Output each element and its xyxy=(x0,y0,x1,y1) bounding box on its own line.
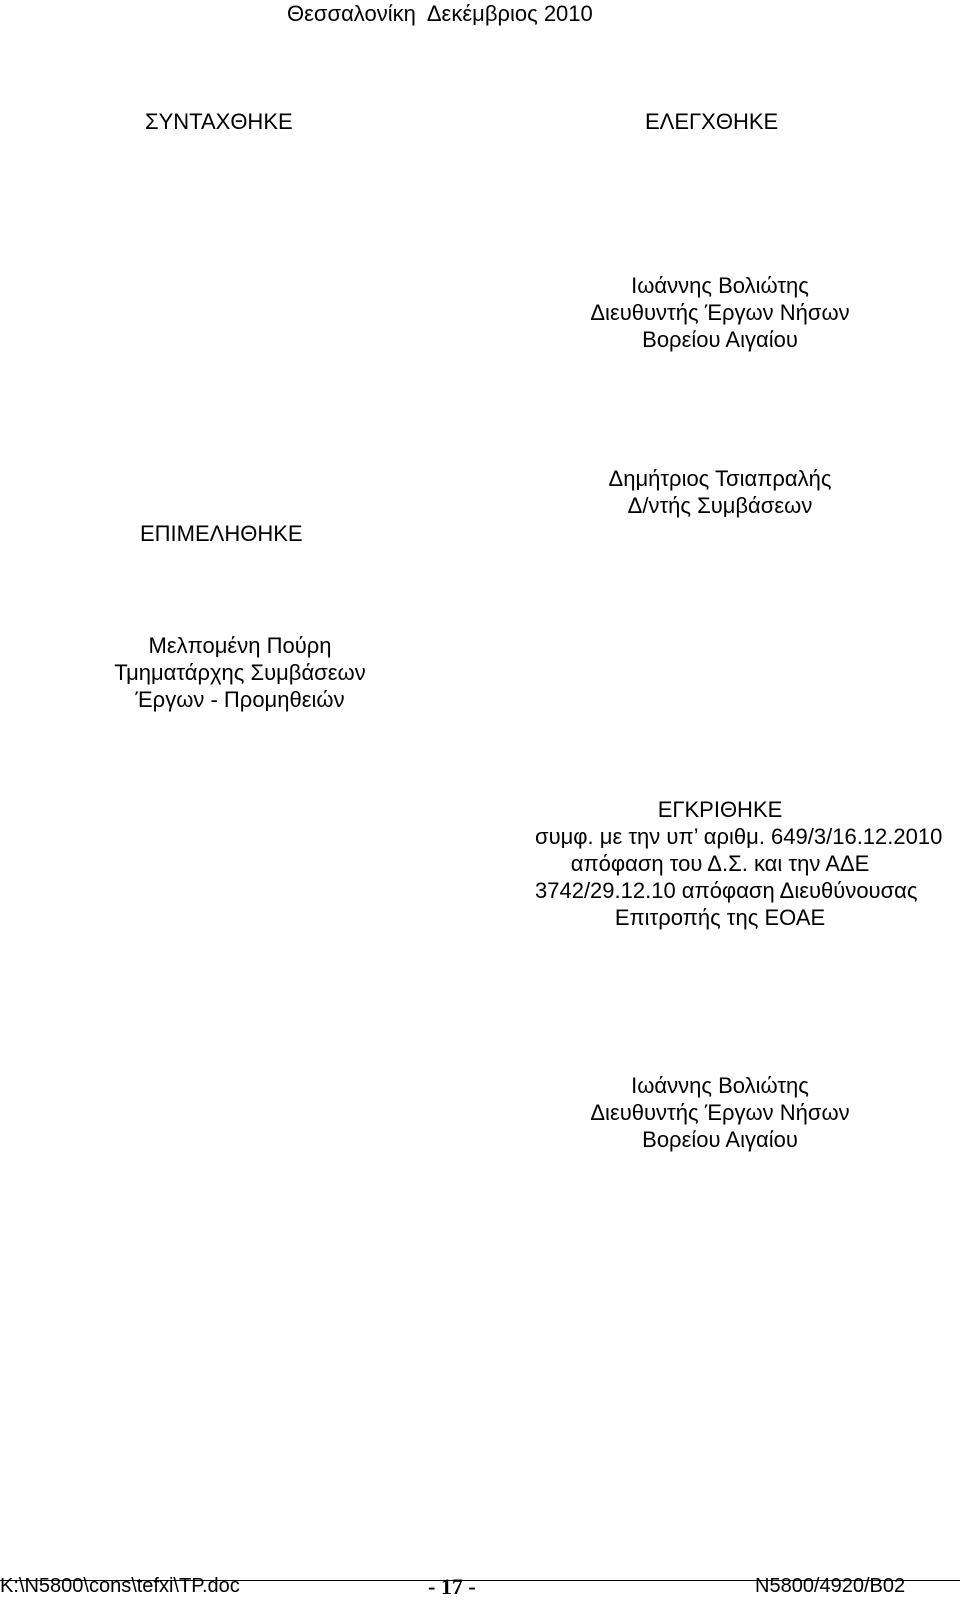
composed-label: ΣΥΝΤΑΧΘΗΚΕ xyxy=(145,109,293,134)
approved-line1: συμφ. με την υπ’ αριθμ. 649/3/16.12.2010 xyxy=(535,824,943,849)
footer-file-path: K:\N5800\cons\tefxi\TP.doc xyxy=(0,1575,240,1597)
approver-name: Ιωάννης Βολιώτης xyxy=(631,1073,809,1098)
supervised-label: ΕΠΙΜΕΛΗΘΗΚΕ xyxy=(140,521,303,546)
approved-line4: Επιτροπής της ΕΟΑΕ xyxy=(614,905,826,930)
approved-line3: 3742/29.12.10 απόφαση Διευθύνουσας xyxy=(535,878,918,903)
deputy-title: Δ/ντής Συμβάσεων xyxy=(627,493,813,518)
author-signatory xyxy=(90,632,390,713)
place-date: Θεσσαλονίκη Δεκέμβριος 2010 xyxy=(287,1,593,26)
approved-label: ΕΓΚΡΙΘΗΚΕ xyxy=(657,797,783,822)
approver-signatory xyxy=(580,1072,860,1153)
author-name: Μελπομένη Πούρη xyxy=(148,633,332,658)
footer-doc-code: N5800/4920/B02 xyxy=(755,1575,906,1597)
author-title-line2: Έργων - Προμηθειών xyxy=(135,687,345,712)
author-title-line1: Τμηματάρχης Συμβάσεων xyxy=(114,660,366,685)
approval-block xyxy=(535,796,943,931)
checked-title-line2: Βορείου Αιγαίου xyxy=(642,327,798,352)
footer-page-number: - 17 - xyxy=(428,1574,476,1599)
deputy-name: Δημήτριος Τσιαπραλής xyxy=(608,466,832,491)
deputy-signatory xyxy=(580,465,860,519)
checked-signatory xyxy=(580,272,860,353)
approver-title-line2: Βορείου Αιγαίου xyxy=(642,1127,798,1152)
checked-name: Ιωάννης Βολιώτης xyxy=(631,273,809,298)
approved-line2: απόφαση του Δ.Σ. και την ΑΔΕ xyxy=(570,851,870,876)
checked-title-line1: Διευθυντής Έργων Νήσων xyxy=(590,300,850,325)
approver-title-line1: Διευθυντής Έργων Νήσων xyxy=(590,1100,850,1125)
checked-label: ΕΛΕΓΧΘΗΚΕ xyxy=(645,109,779,134)
